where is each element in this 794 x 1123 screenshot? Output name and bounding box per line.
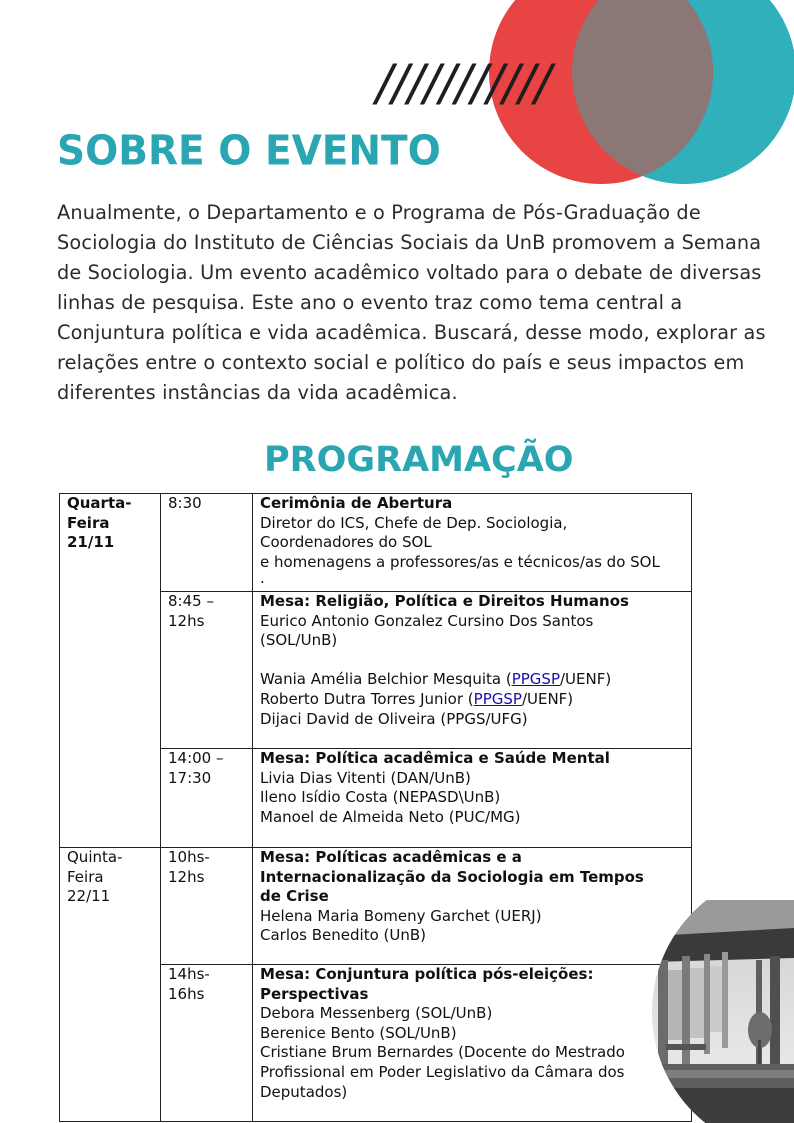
time-cell [161,749,253,848]
time-text: 8:45 – [168,592,214,610]
session-cell [253,494,692,592]
speaker-line: Helena Maria Bomeny Garchet (UERJ) [260,906,542,925]
speaker-line: . [260,569,265,588]
day-name-cont: Feira [67,867,104,886]
session-cell [253,592,692,749]
speaker-line [260,690,691,710]
speaker-line: Profissional em Poder Legislativo da Câmara dos [260,1062,625,1081]
session-cell [253,749,692,848]
session-title: Mesa: Religião, Política e Direitos Humanos [260,592,629,610]
session-cell [253,848,692,965]
day-name-cont: Feira [67,513,110,532]
speaker-line: Livia Dias Vitenti (DAN/UnB) [260,768,471,787]
ppgsp-link[interactable]: PPGSP [473,689,522,708]
speaker-line: Cristiane Brum Bernardes (Docente do Mestrado [260,1043,625,1062]
time-text: 17:30 [168,768,212,787]
day-name: Quarta- [67,494,132,512]
speaker-affil: /UENF) [559,670,612,689]
time-cell [161,494,253,592]
speaker-line: Manoel de Almeida Neto (PUC/MG) [260,807,521,826]
speaker-line [260,670,691,690]
session-title: Mesa: Políticas acadêmicas e a [260,848,522,866]
programacao-heading: PROGRAMAÇÃO [264,440,574,480]
time-cell [161,848,253,965]
session-title: Cerimônia de Abertura [260,494,453,512]
day-name: Quinta- [67,848,123,866]
speaker-line: Ileno Isídio Costa (NEPASD\UnB) [260,788,501,807]
schedule-table [59,493,692,1122]
time-text: 12hs [168,867,205,886]
time-text: 14:00 – [168,749,224,767]
about-heading: SOBRE O EVENTO [57,127,441,176]
session-title: Internacionalização da Sociologia em Tempos [260,867,644,886]
speaker-line: Coordenadores do SOL [260,533,432,552]
building-photo [652,900,794,1123]
speaker-line: Carlos Benedito (UnB) [260,926,427,945]
day-cell-thursday [60,848,161,1122]
table-row [60,494,692,592]
time-cell [161,965,253,1122]
time-cell [161,592,253,749]
speaker-name: Wania Amélia Belchior Mesquita ( [260,670,512,689]
time-text: 10hs- [168,848,210,866]
session-title: Perspectivas [260,984,369,1003]
speaker-line: Eurico Antonio Gonzalez Cursino Dos Santos [260,611,594,630]
speaker-line: e homenagens a professores/as e técnicos/as do SOL [260,552,660,571]
decorative-slashes: /////////// [376,54,551,112]
ppgsp-link[interactable]: PPGSP [511,670,560,689]
time-text: 12hs [168,611,205,630]
session-title: Mesa: Política acadêmica e Saúde Mental [260,749,610,767]
speaker-line: (SOL/UnB) [260,631,338,650]
session-title: de Crise [260,887,329,906]
table-row [60,848,692,965]
day-date: 21/11 [67,533,115,552]
day-date: 22/11 [67,887,111,906]
about-paragraph: Anualmente, o Departamento e o Programa de Pós-Graduação de Sociologia do Instituto de Ciências Sociais da UnB promovem a Semana de Sociologia. Um evento acadêmico voltado para o debate de diversas linhas de pesquisa. Este ano o evento traz como tema central a Conjuntura política e vida acadêmica. Buscará, desse modo, explorar as relações entre o contexto social e político do país e seus impactos em diferentes instâncias da vida acadêmica. [57,201,766,404]
speaker-line: Dijaci David de Oliveira (PPGS/UFG) [260,709,528,728]
time-text: 14hs- [168,965,210,983]
session-title: Mesa: Conjuntura política pós-eleições: [260,965,594,983]
time-text: 16hs [168,984,205,1003]
speaker-line: Deputados) [260,1082,348,1101]
speaker-affil: /UENF) [521,689,574,708]
speaker-line: Debora Messenberg (SOL/UnB) [260,1004,493,1023]
session-cell [253,965,692,1122]
speaker-name: Roberto Dutra Torres Junior ( [260,689,474,708]
time-text: 8:30 [168,494,202,512]
speaker-line: Diretor do ICS, Chefe de Dep. Sociologia, [260,513,568,532]
day-cell-wednesday [60,494,161,848]
spacer [260,651,691,671]
speaker-line: Berenice Bento (SOL/UnB) [260,1023,457,1042]
